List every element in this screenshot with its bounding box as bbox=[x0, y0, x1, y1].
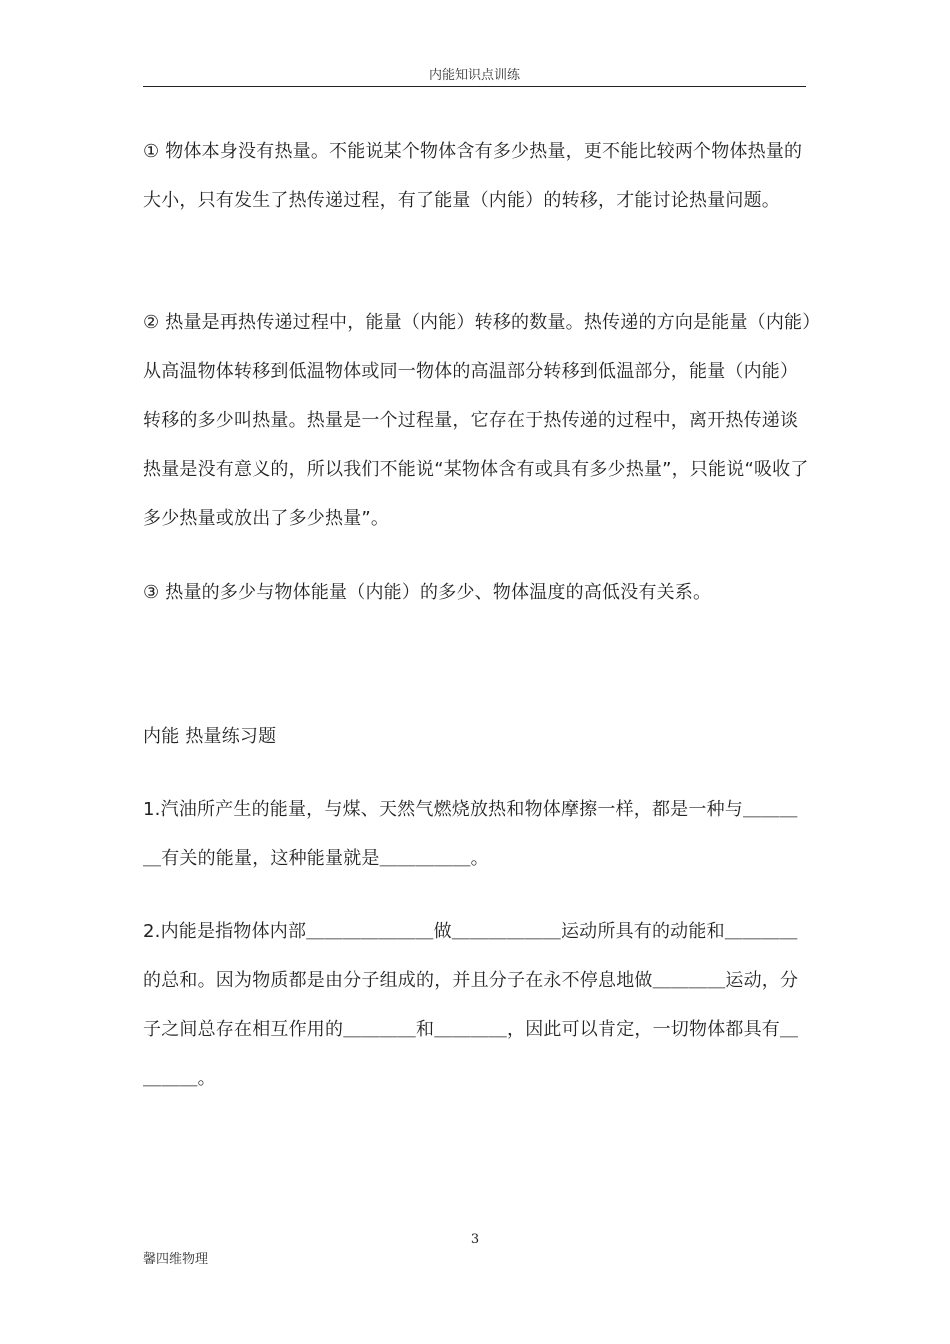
question-2: 2.内能是指物体内部＿＿＿＿＿＿＿做＿＿＿＿＿＿运动所具有的动能和＿＿＿＿的总和。因为物质都是由分子组成的，并且分子在永不停息地做＿＿＿＿运动，分子之间总存在相互作用的＿＿＿＿和＿＿＿＿，因此可以肯定，一切物体都具有＿＿＿＿。 bbox=[143, 921, 799, 1089]
note-point-3: ③ 热量的多少与物体能量（内能）的多少、物体温度的高低没有关系。 bbox=[143, 582, 712, 603]
note-point-1: ① 物体本身没有热量。不能说某个物体含有多少热量，更不能比较两个物体热量的大小，只有发生了热传递过程，有了能量（内能）的转移，才能讨论热量问题。 bbox=[143, 141, 803, 211]
footer-brand: 馨四维物理 bbox=[143, 1252, 209, 1267]
exercise-section-title: 内能 热量练习题 bbox=[143, 726, 277, 747]
note-point-2: ② 热量是再热传递过程中，能量（内能）转移的数量。热传递的方向是能量（内能）从高温物体转移到低温物体或同一物体的高温部分转移到低温部分，能量（内能）转移的多少叫热量。热量是一个过程量，它存在于热传递的过程中，离开热传递谈热量是没有意义的，所以我们不能说“某物体含有或具有多少热量”，只能说“吸收了多少热量或放出了多少热量”。 bbox=[143, 312, 812, 529]
question-1: 1.汽油所产生的能量，与煤、天然气燃烧放热和物体摩擦一样，都是一种与＿＿＿＿有关的能量，这种能量就是＿＿＿＿＿。 bbox=[143, 799, 798, 869]
page-number: 3 bbox=[470, 1232, 480, 1247]
page-header: 内能知识点训练 bbox=[143, 66, 806, 87]
